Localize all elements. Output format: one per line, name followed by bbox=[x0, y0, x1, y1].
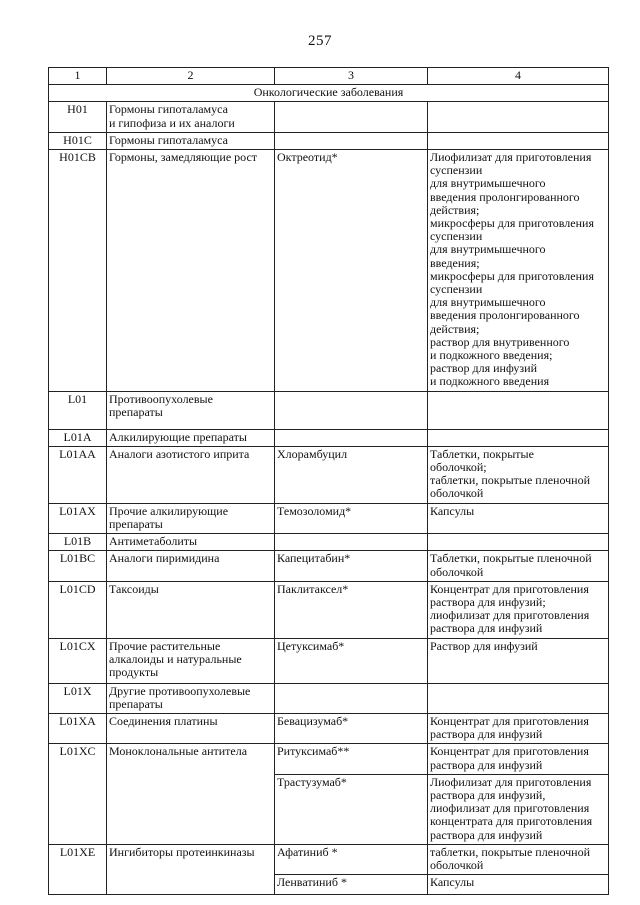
drug-name-cell: Бевацизумаб* bbox=[275, 713, 428, 743]
atc-code-cell: L01 bbox=[49, 391, 107, 429]
drug-name-cell: Афатиниб * bbox=[275, 844, 428, 874]
group-name-cell: Противоопухолевые препараты bbox=[107, 391, 275, 429]
dosage-form-cell: Капсулы bbox=[428, 503, 609, 533]
dosage-form-cell: Лиофилизат для приготовления раствора для инфузий, лиофилизат для приготовления концентрата для приготовления раствора для инфузий bbox=[428, 774, 609, 844]
atc-code-cell: H01C bbox=[49, 132, 107, 149]
section-row bbox=[49, 85, 609, 102]
drug-name-cell: Октреотид* bbox=[275, 150, 428, 392]
group-name-cell: Таксоиды bbox=[107, 581, 275, 638]
atc-code-cell: L01CX bbox=[49, 638, 107, 683]
atc-code-cell: L01AX bbox=[49, 503, 107, 533]
column-header: 1 bbox=[49, 68, 107, 85]
group-name-cell: Аналоги пиримидина bbox=[107, 551, 275, 581]
table-row bbox=[49, 132, 609, 149]
dosage-form-cell: Капсулы bbox=[428, 875, 609, 895]
dosage-form-cell bbox=[428, 534, 609, 551]
dosage-form-cell bbox=[428, 683, 609, 713]
group-name-cell: Соединения платины bbox=[107, 713, 275, 743]
dosage-form-cell bbox=[428, 391, 609, 429]
table-row bbox=[49, 713, 609, 743]
table-row bbox=[49, 429, 609, 446]
group-name-cell: Гормоны, замедляющие рост bbox=[107, 150, 275, 392]
atc-code-cell: L01B bbox=[49, 534, 107, 551]
drug-name-cell: Ленватиниб * bbox=[275, 875, 428, 895]
drug-name-cell: Ритуксимаб** bbox=[275, 744, 428, 774]
page-number: 257 bbox=[308, 33, 332, 49]
table-row bbox=[49, 638, 609, 683]
dosage-form-cell bbox=[428, 102, 609, 132]
drug-name-cell: Цетуксимаб* bbox=[275, 638, 428, 683]
table-row bbox=[49, 503, 609, 533]
group-name-cell: Прочие алкилирующие препараты bbox=[107, 503, 275, 533]
group-name-cell: Другие противоопухолевые препараты bbox=[107, 683, 275, 713]
atc-code-cell: L01CD bbox=[49, 581, 107, 638]
table-body bbox=[49, 102, 609, 895]
table-row bbox=[49, 534, 609, 551]
drug-name-cell: Темозоломид* bbox=[275, 503, 428, 533]
group-name-cell: Антиметаболиты bbox=[107, 534, 275, 551]
drug-name-cell: Хлорамбуцил bbox=[275, 446, 428, 503]
atc-code-cell: L01X bbox=[49, 683, 107, 713]
table-row bbox=[49, 551, 609, 581]
drug-name-cell: Трастузумаб* bbox=[275, 774, 428, 844]
group-name-cell: Алкилирующие препараты bbox=[107, 429, 275, 446]
column-header: 4 bbox=[428, 68, 609, 85]
dosage-form-cell: Раствор для инфузий bbox=[428, 638, 609, 683]
atc-code-cell: L01XE bbox=[49, 844, 107, 894]
drug-name-cell: Паклитаксел* bbox=[275, 581, 428, 638]
atc-code-cell: H01 bbox=[49, 102, 107, 132]
section-title: Онкологические заболевания bbox=[49, 85, 609, 102]
table-row bbox=[49, 391, 609, 429]
dosage-form-cell: Концентрат для приготовления раствора для инфузий; лиофилизат для приготовления раствора для инфузий bbox=[428, 581, 609, 638]
group-name-cell: Гормоны гипоталамуса и гипофиза и их аналоги bbox=[107, 102, 275, 132]
atc-code-cell: L01AA bbox=[49, 446, 107, 503]
table-row bbox=[49, 844, 609, 874]
dosage-form-cell: Таблетки, покрытые оболочкой; таблетки, покрытые пленочной оболочкой bbox=[428, 446, 609, 503]
atc-code-cell: L01XC bbox=[49, 744, 107, 844]
drug-name-cell: Капецитабин* bbox=[275, 551, 428, 581]
table-row bbox=[49, 150, 609, 392]
dosage-form-cell: Лиофилизат для приготовления суспензии для внутримышечного введения пролонгированного действия; микросферы для приготовления суспензии для внутримышечного введения; микросферы для приготовления суспензии для внутримышечного введения пролонгированного действия; раствор для внутривенного и подкожного введения; раствор для инфузий и подкожного введения bbox=[428, 150, 609, 392]
dosage-form-cell: таблетки, покрытые пленочной оболочкой bbox=[428, 844, 609, 874]
column-header: 2 bbox=[107, 68, 275, 85]
column-header: 3 bbox=[275, 68, 428, 85]
dosage-form-cell: Концентрат для приготовления раствора для инфузий bbox=[428, 744, 609, 774]
table-row bbox=[49, 683, 609, 713]
drug-name-cell bbox=[275, 429, 428, 446]
atc-code-cell: L01XA bbox=[49, 713, 107, 743]
group-name-cell: Аналоги азотистого иприта bbox=[107, 446, 275, 503]
dosage-form-cell bbox=[428, 132, 609, 149]
drug-name-cell bbox=[275, 534, 428, 551]
table-row bbox=[49, 446, 609, 503]
dosage-form-cell bbox=[428, 429, 609, 446]
group-name-cell: Ингибиторы протеинкиназы bbox=[107, 844, 275, 894]
atc-code-cell: H01CB bbox=[49, 150, 107, 392]
table-row bbox=[49, 102, 609, 132]
atc-code-cell: L01A bbox=[49, 429, 107, 446]
group-name-cell: Прочие растительные алкалоиды и натуральные продукты bbox=[107, 638, 275, 683]
drug-name-cell bbox=[275, 132, 428, 149]
dosage-form-cell: Таблетки, покрытые пленочной оболочкой bbox=[428, 551, 609, 581]
drug-name-cell bbox=[275, 102, 428, 132]
drug-name-cell bbox=[275, 683, 428, 713]
drug-table bbox=[48, 67, 609, 895]
group-name-cell: Моноклональные антитела bbox=[107, 744, 275, 844]
group-name-cell: Гормоны гипоталамуса bbox=[107, 132, 275, 149]
atc-code-cell: L01BC bbox=[49, 551, 107, 581]
table-row bbox=[49, 744, 609, 774]
header-row bbox=[49, 68, 609, 85]
drug-name-cell bbox=[275, 391, 428, 429]
dosage-form-cell: Концентрат для приготовления раствора для инфузий bbox=[428, 713, 609, 743]
table-row bbox=[49, 581, 609, 638]
